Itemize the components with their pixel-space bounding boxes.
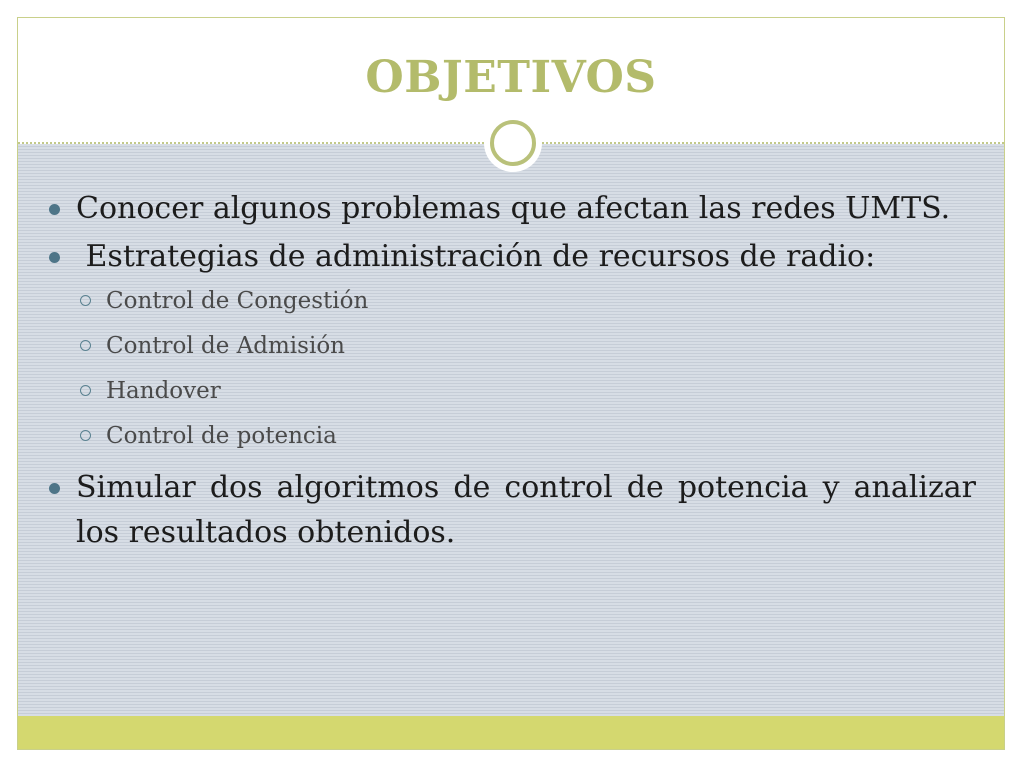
hollow-circle-bullet-icon: [80, 430, 91, 441]
hollow-circle-bullet-icon: [80, 385, 91, 396]
bullet-item-3-text: Simular dos algoritmos de control de potencia y analizar los resultados obtenidos.: [76, 470, 976, 550]
footer-accent-band: [18, 716, 1004, 750]
hollow-circle-bullet-icon: [80, 295, 91, 306]
bullet-item-2: [76, 234, 976, 279]
ring-ornament-icon: [484, 114, 542, 172]
bullet-item-1-text: Conocer algunos problemas que afectan las redes UMTS.: [76, 191, 951, 226]
ring-inner: [490, 120, 536, 166]
bullet-item-1: [76, 186, 976, 231]
sub-bullet-item-1: [106, 279, 1004, 324]
bullet-list: [18, 186, 1004, 555]
sub-bullet-item-2-text: Control de Admisión: [106, 333, 345, 359]
sub-bullet-item-1-text: Control de Congestión: [106, 288, 369, 314]
filled-circle-bullet-icon: [49, 483, 60, 494]
sub-bullet-item-2: [106, 324, 1004, 369]
sub-bullet-item-4-text: Control de potencia: [106, 423, 337, 449]
filled-circle-bullet-icon: [49, 204, 60, 215]
bullet-item-2-text: Estrategias de administración de recursos de radio:: [76, 239, 876, 274]
sub-bullet-item-3: [106, 369, 1004, 414]
slide: [17, 17, 1005, 750]
hollow-circle-bullet-icon: [80, 340, 91, 351]
filled-circle-bullet-icon: [49, 252, 60, 263]
sub-bullet-item-4: [106, 414, 1004, 459]
slide-title: OBJETIVOS: [365, 52, 657, 103]
sub-bullet-item-3-text: Handover: [106, 378, 221, 404]
bullet-item-3: [76, 465, 976, 555]
